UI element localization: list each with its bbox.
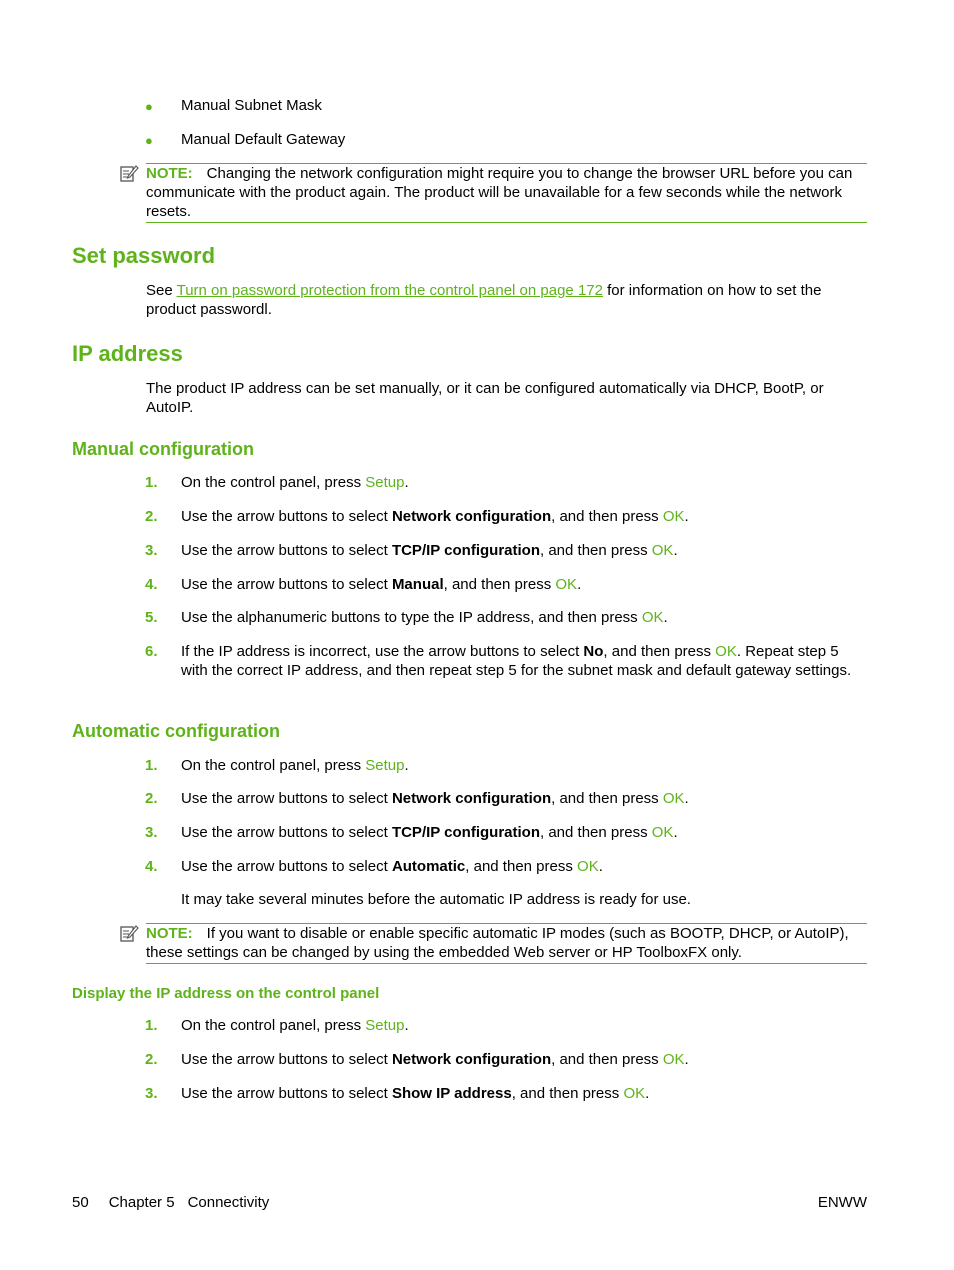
step-number: 3.: [145, 1085, 158, 1102]
chapter-title: Connectivity: [187, 1194, 270, 1211]
bullet-icon: ●: [145, 99, 153, 114]
bullet-icon: ●: [145, 133, 153, 148]
step-number: 1.: [145, 474, 158, 491]
key-ok: OK: [662, 508, 685, 525]
chapter-label: Chapter 5: [108, 1194, 175, 1211]
page-footer-left: [72, 1193, 269, 1212]
note-box: [146, 923, 867, 964]
page-footer-right: ENWW: [817, 1194, 867, 1211]
section-heading-set-password: Set password: [72, 243, 216, 268]
set-password-paragraph: See Turn on password protection from the control panel on page 172 for information on how to set the product passwordl.: [146, 282, 822, 318]
ip-address-paragraph: The product IP address can be set manually, or it can be configured automatically via DHCP, BootP, or AutoIP.: [146, 380, 824, 416]
subheading-display-ip-address: Display the IP address on the control panel: [72, 985, 380, 1002]
key-setup: Setup: [365, 474, 405, 491]
note-text: Changing the network configuration might require you to change the browser URL before you can communicate with the product again. The product will be unavailable for a few seconds while the network resets.: [146, 165, 853, 220]
step-number: 2.: [145, 1051, 158, 1068]
step-item: Use the arrow buttons to select Manual, and then press OK.: [181, 576, 582, 593]
section-heading-ip-address: IP address: [72, 341, 183, 366]
key-ok: OK: [662, 790, 685, 807]
step-item: Use the arrow buttons to select Network configuration, and then press OK.: [181, 790, 689, 807]
note-pencil-icon: [119, 164, 139, 184]
step-number: 2.: [145, 508, 158, 525]
key-ok: OK: [715, 643, 737, 660]
page-number: 50: [72, 1194, 89, 1211]
step-item: Use the arrow buttons to select TCP/IP configuration, and then press OK.: [181, 824, 678, 841]
key-ok: OK: [651, 824, 674, 841]
step-number: 4.: [145, 858, 158, 875]
step-item: Use the arrow buttons to select Network configuration, and then press OK.: [181, 1051, 689, 1068]
step-item: Use the arrow buttons to select TCP/IP configuration, and then press OK.: [181, 542, 678, 559]
note-box: [146, 163, 867, 223]
step-number: 3.: [145, 542, 158, 559]
step-item: On the control panel, press Setup.: [181, 757, 409, 774]
subheading-automatic-configuration: Automatic configuration: [72, 721, 280, 741]
step-item: Use the arrow buttons to select Network configuration, and then press OK.: [181, 508, 689, 525]
note-text: If you want to disable or enable specific automatic IP modes (such as BOOTP, DHCP, or AutoIP), these settings can be changed by using the embedded Web server or HP ToolboxFX only.: [146, 925, 849, 961]
subheading-manual-configuration: Manual configuration: [72, 439, 254, 459]
key-ok: OK: [641, 609, 664, 626]
key-ok: OK: [651, 542, 674, 559]
step-number: 2.: [145, 790, 158, 807]
key-setup: Setup: [365, 1017, 405, 1034]
list-item: Manual Default Gateway: [181, 131, 346, 148]
step-number: 5.: [145, 609, 158, 626]
step-item: Use the alphanumeric buttons to type the IP address, and then press OK.: [181, 609, 668, 626]
password-protection-link[interactable]: Turn on password protection from the control panel on page 172: [176, 282, 603, 299]
note-label: NOTE:: [146, 925, 193, 942]
note-label: NOTE:: [146, 165, 193, 182]
step-item: Use the arrow buttons to select Show IP address, and then press OK.: [181, 1085, 650, 1102]
step-number: 1.: [145, 757, 158, 774]
key-ok: OK: [555, 576, 578, 593]
step-item: On the control panel, press Setup.: [181, 1017, 409, 1034]
step-number: 4.: [145, 576, 158, 593]
step-item: If the IP address is incorrect, use the arrow buttons to select No, and then press OK. Repeat step 5 with the correct IP address, and then repeat step 5 for the subnet mask and default gateway settings.: [181, 643, 852, 679]
key-ok: OK: [662, 1051, 685, 1068]
step-number: 1.: [145, 1017, 158, 1034]
note-pencil-icon: [119, 924, 139, 944]
step-followup-text: It may take several minutes before the automatic IP address is ready for use.: [181, 891, 691, 908]
key-ok: OK: [577, 858, 599, 875]
key-ok: OK: [623, 1085, 646, 1102]
list-item: Manual Subnet Mask: [181, 97, 322, 114]
step-number: 3.: [145, 824, 158, 841]
key-setup: Setup: [365, 757, 405, 774]
step-number: 6.: [145, 643, 158, 660]
step-item: On the control panel, press Setup.: [181, 474, 409, 491]
step-item: Use the arrow buttons to select Automatic, and then press OK.: [181, 858, 603, 875]
